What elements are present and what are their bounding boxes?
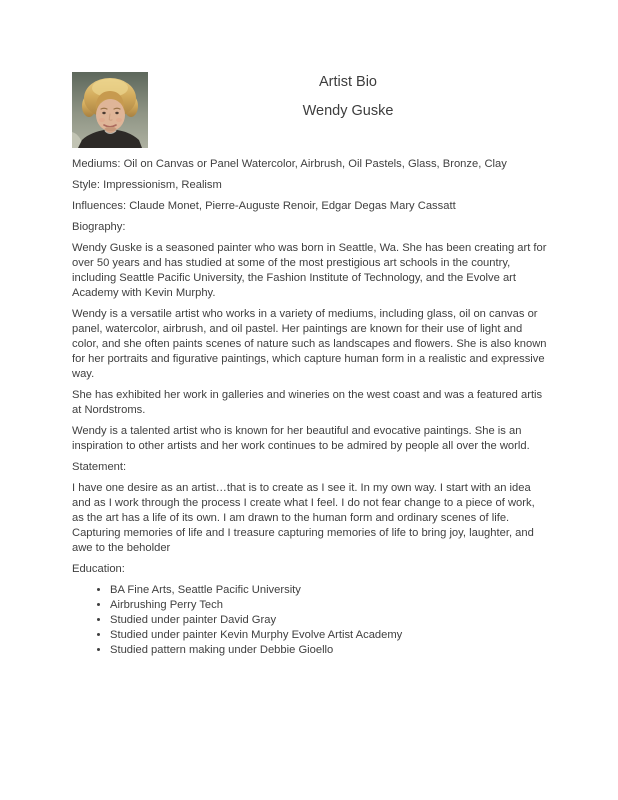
document-body [72, 157, 548, 658]
artist-portrait-image [72, 72, 148, 148]
artist-photo [72, 72, 148, 148]
biography-paragraph: She has exhibited her work in galleries and wineries on the west coast and was a featured artis at Nordstroms. [72, 389, 543, 416]
biography-label: Biography: [72, 221, 126, 233]
education-item: • Airbrushing Perry Tech [110, 598, 548, 613]
education-label: Education: [72, 563, 125, 575]
document-content [72, 70, 548, 658]
biography-paragraph: Wendy is a talented artist who is known for her beautiful and evocative paintings. She is an inspiration to other artists and her work continues to be admired by people all over the world. [72, 425, 530, 452]
education-item: • Studied under painter David Gray [110, 613, 548, 628]
document-header [72, 70, 548, 148]
style-line: Style: Impressionism, Realism [72, 179, 222, 191]
education-item: • Studied pattern making under Debbie Gioello [110, 643, 548, 658]
statement-paragraph: I have one desire as an artist…that is to create as I see it. In my own way. I start with an idea and as I work through the process I create what I feel. I do not fear change to a piece of work, as the art has a life of its own. I am drawn to the human form and ordinary scenes of life. Capturing memories of life and I treasure capturing memories of life to bring joy, laughter, and awe to the beholder [72, 482, 535, 554]
biography-paragraph: Wendy is a versatile artist who works in a variety of mediums, including glass, oil on canvas or panel, watercolor, airbrush, and oil pastel. Her paintings are known for their use of light and color, and she often paints scenes of nature such as landscapes and flowers. She is also known for her portraits and figurative paintings, which capture human form in a realistic and expressive way. [72, 308, 547, 380]
statement-label: Statement: [72, 461, 127, 473]
education-list [72, 583, 548, 658]
education-item: • BA Fine Arts, Seattle Pacific University [110, 583, 548, 598]
artist-name: Wendy Guske [302, 103, 394, 119]
mediums-line: Mediums: Oil on Canvas or Panel Watercolor, Airbrush, Oil Pastels, Glass, Bronze, Clay [72, 158, 507, 170]
influences-line: Influences: Claude Monet, Pierre-Auguste Renoir, Edgar Degas Mary Cassatt [72, 200, 456, 212]
page-title: Artist Bio [318, 74, 377, 90]
education-item: • Studied under painter Kevin Murphy Evolve Artist Academy [110, 628, 548, 643]
title-block [148, 70, 548, 119]
biography-paragraph: Wendy Guske is a seasoned painter who was born in Seattle, Wa. She has been creating art for over 50 years and has studied at some of the most prestigious art schools in the country, including Seattle Pacific University, the Fashion Institute of Technology, and the Evolve art Academy with Kevin Murphy. [72, 242, 547, 299]
